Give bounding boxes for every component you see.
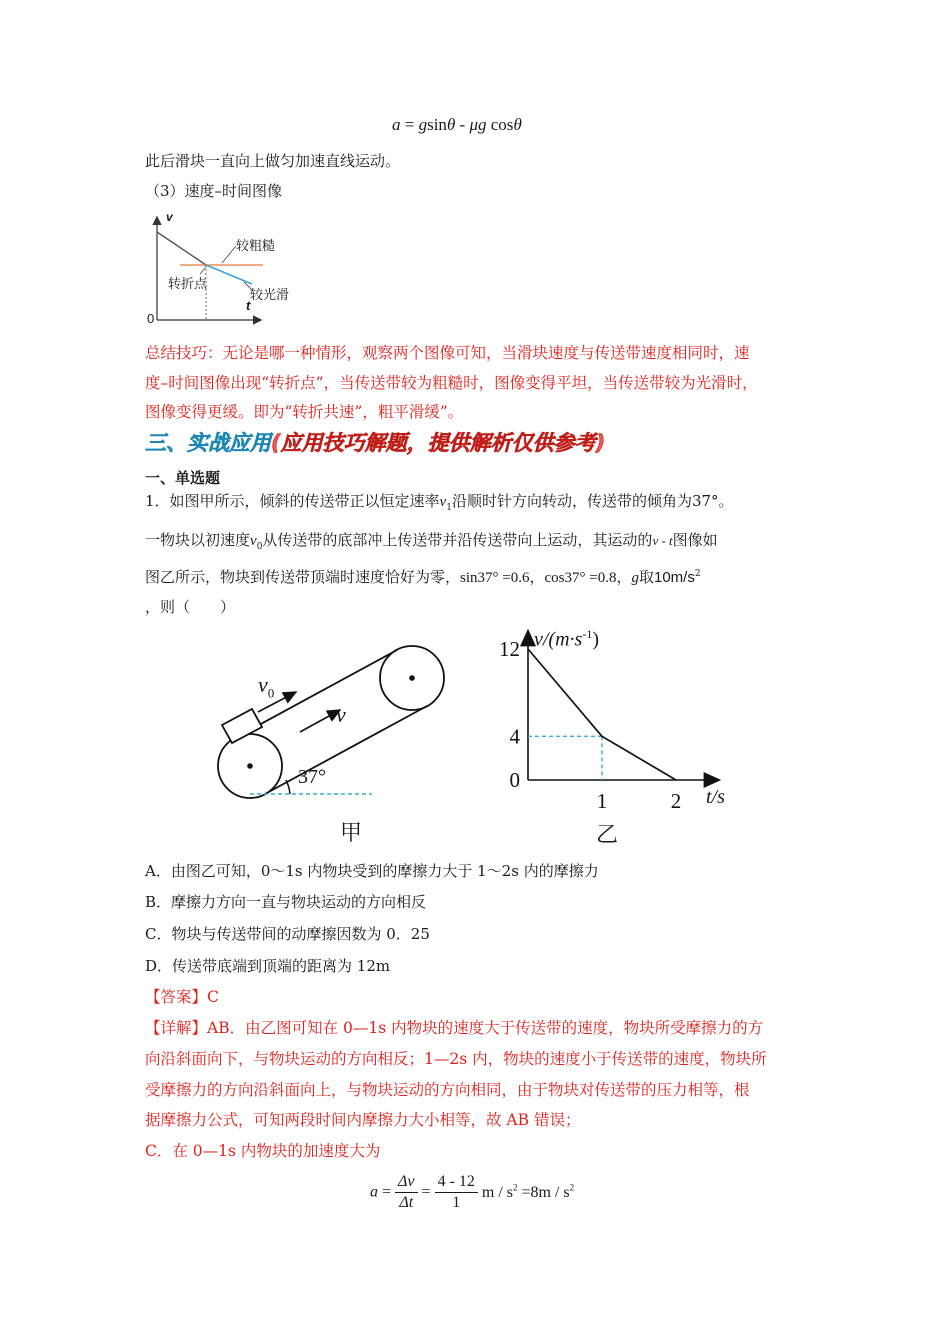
section3-label: （3）速度–时间图像 — [145, 182, 283, 200]
small-graph-t-label: t — [246, 298, 251, 313]
fraction-values: $\frac{4 - 12}{1}$ — [435, 1172, 478, 1213]
block — [222, 709, 262, 743]
small-graph-rough-label: 较粗糙 — [236, 239, 276, 254]
summary-line-3: 图像变得更缓。即为“转折共速”，粗平滑缓”。 — [145, 403, 464, 421]
figure-jia-angle-label: 37° — [298, 766, 326, 788]
question-line-1: 1．如图甲所示，倾斜的传送带正以恒定速率$v_1$沿顺时针方向转动，传送带的倾角为37°。 — [145, 492, 734, 513]
small-graph-leader-rough — [222, 246, 236, 263]
figure-yi-caption: 乙 — [596, 823, 619, 848]
option-a: A．由图乙可知，0～1s 内物块受到的摩擦力大于 1～2s 内的摩擦力 — [145, 862, 599, 880]
explanation-line-5: C．在 0—1s 内物块的加速度大为 — [145, 1142, 381, 1160]
chart-y-tick-0: 0 — [509, 768, 520, 792]
answer: 【答案】C — [145, 988, 219, 1006]
question-line-3: 图乙所示，物块到传送带顶端时速度恰好为零，sin37° =0.6，cos37° =0.8，g取$10m/s^2$ — [145, 568, 701, 586]
v-arrow — [300, 710, 340, 732]
bottom-pulley-axle — [247, 763, 253, 769]
question-line-4: ，则（ ） — [145, 598, 236, 616]
option-c: C．物块与传送带间的动摩擦因数为 0．25 — [145, 925, 430, 943]
small-graph-descent — [157, 232, 206, 265]
small-graph-turn-label: 转折点 — [168, 277, 208, 292]
chart-y-tick-4: 4 — [509, 724, 520, 749]
option-d: D．传送带底端到顶端的距离为 12m — [145, 957, 391, 975]
explanation-line-4: 据摩擦力公式，可知两段时间内摩擦力大小相等，故 AB 错误； — [145, 1111, 581, 1129]
small-vt-graph — [140, 212, 315, 330]
chart-x-tick-2: 2 — [670, 789, 682, 813]
belt-bottom-edge — [265, 706, 427, 794]
small-graph-origin: 0 — [147, 311, 155, 326]
figure-yi-y-axis-label: $v/(m\cdot s^{-1})$ — [534, 627, 599, 651]
figure-jia-v-label: v — [336, 702, 346, 727]
section-heading — [145, 430, 605, 456]
small-graph-smooth-label: 较光滑 — [250, 288, 290, 303]
heading-part-1: 三、实战应用 — [145, 431, 271, 455]
chart-y-tick-12: 12 — [499, 637, 520, 661]
heading-part-2: (应用技巧解题，提供解析仅供参考) — [271, 431, 606, 455]
figure-jia-caption: 甲 — [340, 821, 363, 846]
question-line-2: 一物块以初速度$v_0$从传送带的底部冲上传送带并沿传送带向上运动，其运动的v - t图像如 — [145, 531, 718, 552]
explanation-line-3: 受摩擦力的方向沿斜面向上，与物块运动的方向相同，由于物块对传送带的压力相等，根 — [145, 1081, 750, 1099]
line-after-formula: 此后滑块一直向上做匀加速直线运动。 — [145, 152, 401, 170]
figure-jia-v0-label: $v_0$ — [258, 672, 275, 701]
summary-line-1: 总结技巧：无论是哪一种情形，观察两个图像可知，当滑块速度与传送带速度相同时，速 — [145, 344, 750, 362]
option-b: B．摩擦力方向一直与物块运动的方向相反 — [145, 893, 427, 911]
summary-line-2: 度–时间图像出现“转折点”，当传送带较为粗糙时，图像变得平坦，当传送带较为光滑时， — [145, 374, 758, 392]
chart-x-tick-1: 1 — [596, 789, 608, 813]
formula-top: a = gsinθ - μg cosθ — [392, 115, 522, 134]
small-graph-smooth-line — [206, 265, 252, 284]
fraction-dv-dt: $\frac{\Delta v}{\Delta t}$ — [395, 1172, 418, 1213]
formula-bottom: a = $\frac{\Delta v}{\Delta t}$ = $\frac{4 - 12}{1}$ $m / s^2 =8m / s^2$ — [370, 1173, 575, 1211]
figure-jia-conveyor — [212, 620, 452, 805]
figure-yi-x-axis-label: t/s — [706, 786, 725, 808]
explanation-line-2: 向沿斜面向下，与物块运动的方向相反；1—2s 内，物块的速度小于传送带的速度，物块所 — [145, 1050, 767, 1068]
top-pulley-axle — [409, 675, 415, 681]
small-graph-v-label: v — [166, 210, 173, 224]
subheading: 一、单选题 — [145, 469, 221, 487]
explanation-line-1: 【详解】AB．由乙图可知在 0—1s 内物块的速度大于传送带的速度，物块所受摩擦力的方 — [145, 1019, 764, 1037]
